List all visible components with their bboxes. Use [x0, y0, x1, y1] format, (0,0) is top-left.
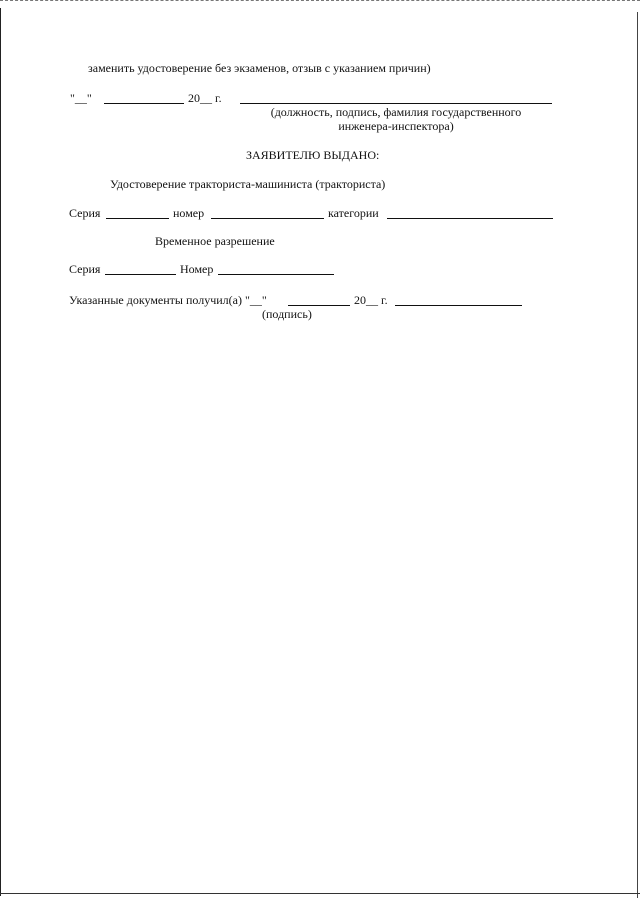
inspector-caption-line2: инженера-инспектора) — [338, 119, 454, 133]
temp-permit-title: Временное разрешение — [155, 234, 275, 248]
scan-edge-right — [637, 12, 638, 898]
license-category-blank — [387, 218, 553, 219]
license-category-label: категории — [328, 206, 379, 220]
replace-certificate-text: заменить удостоверение без экзаменов, отзыв с указанием причин) — [88, 61, 431, 75]
permit-number-blank — [218, 274, 334, 275]
signature-caption: (подпись) — [262, 307, 312, 321]
license-series-label: Серия — [69, 206, 101, 220]
scan-edge-left — [0, 8, 1, 896]
scan-edge-top — [0, 0, 640, 4]
issued-heading: ЗАЯВИТЕЛЮ ВЫДАНО: — [246, 148, 380, 162]
license-series-blank — [106, 218, 169, 219]
received-text: Указанные документы получил(а) "__" — [69, 293, 267, 307]
date-year-field: 20__ г. — [188, 91, 222, 105]
date-day-field: "__" — [70, 91, 92, 105]
license-number-label: номер — [173, 206, 205, 220]
received-signature-blank — [395, 305, 522, 306]
license-title: Удостоверение тракториста-машиниста (тракториста) — [110, 177, 386, 191]
date-month-blank — [104, 103, 184, 104]
permit-number-label: Номер — [180, 262, 214, 276]
received-month-blank — [288, 305, 350, 306]
license-number-blank — [211, 218, 324, 219]
inspector-caption-line1: (должность, подпись, фамилия государственного — [270, 105, 522, 119]
permit-series-label: Серия — [69, 262, 101, 276]
inspector-signature-blank — [240, 103, 552, 104]
permit-series-blank — [105, 274, 176, 275]
received-year: 20__ г. — [354, 293, 388, 307]
scan-edge-bottom — [0, 893, 640, 894]
